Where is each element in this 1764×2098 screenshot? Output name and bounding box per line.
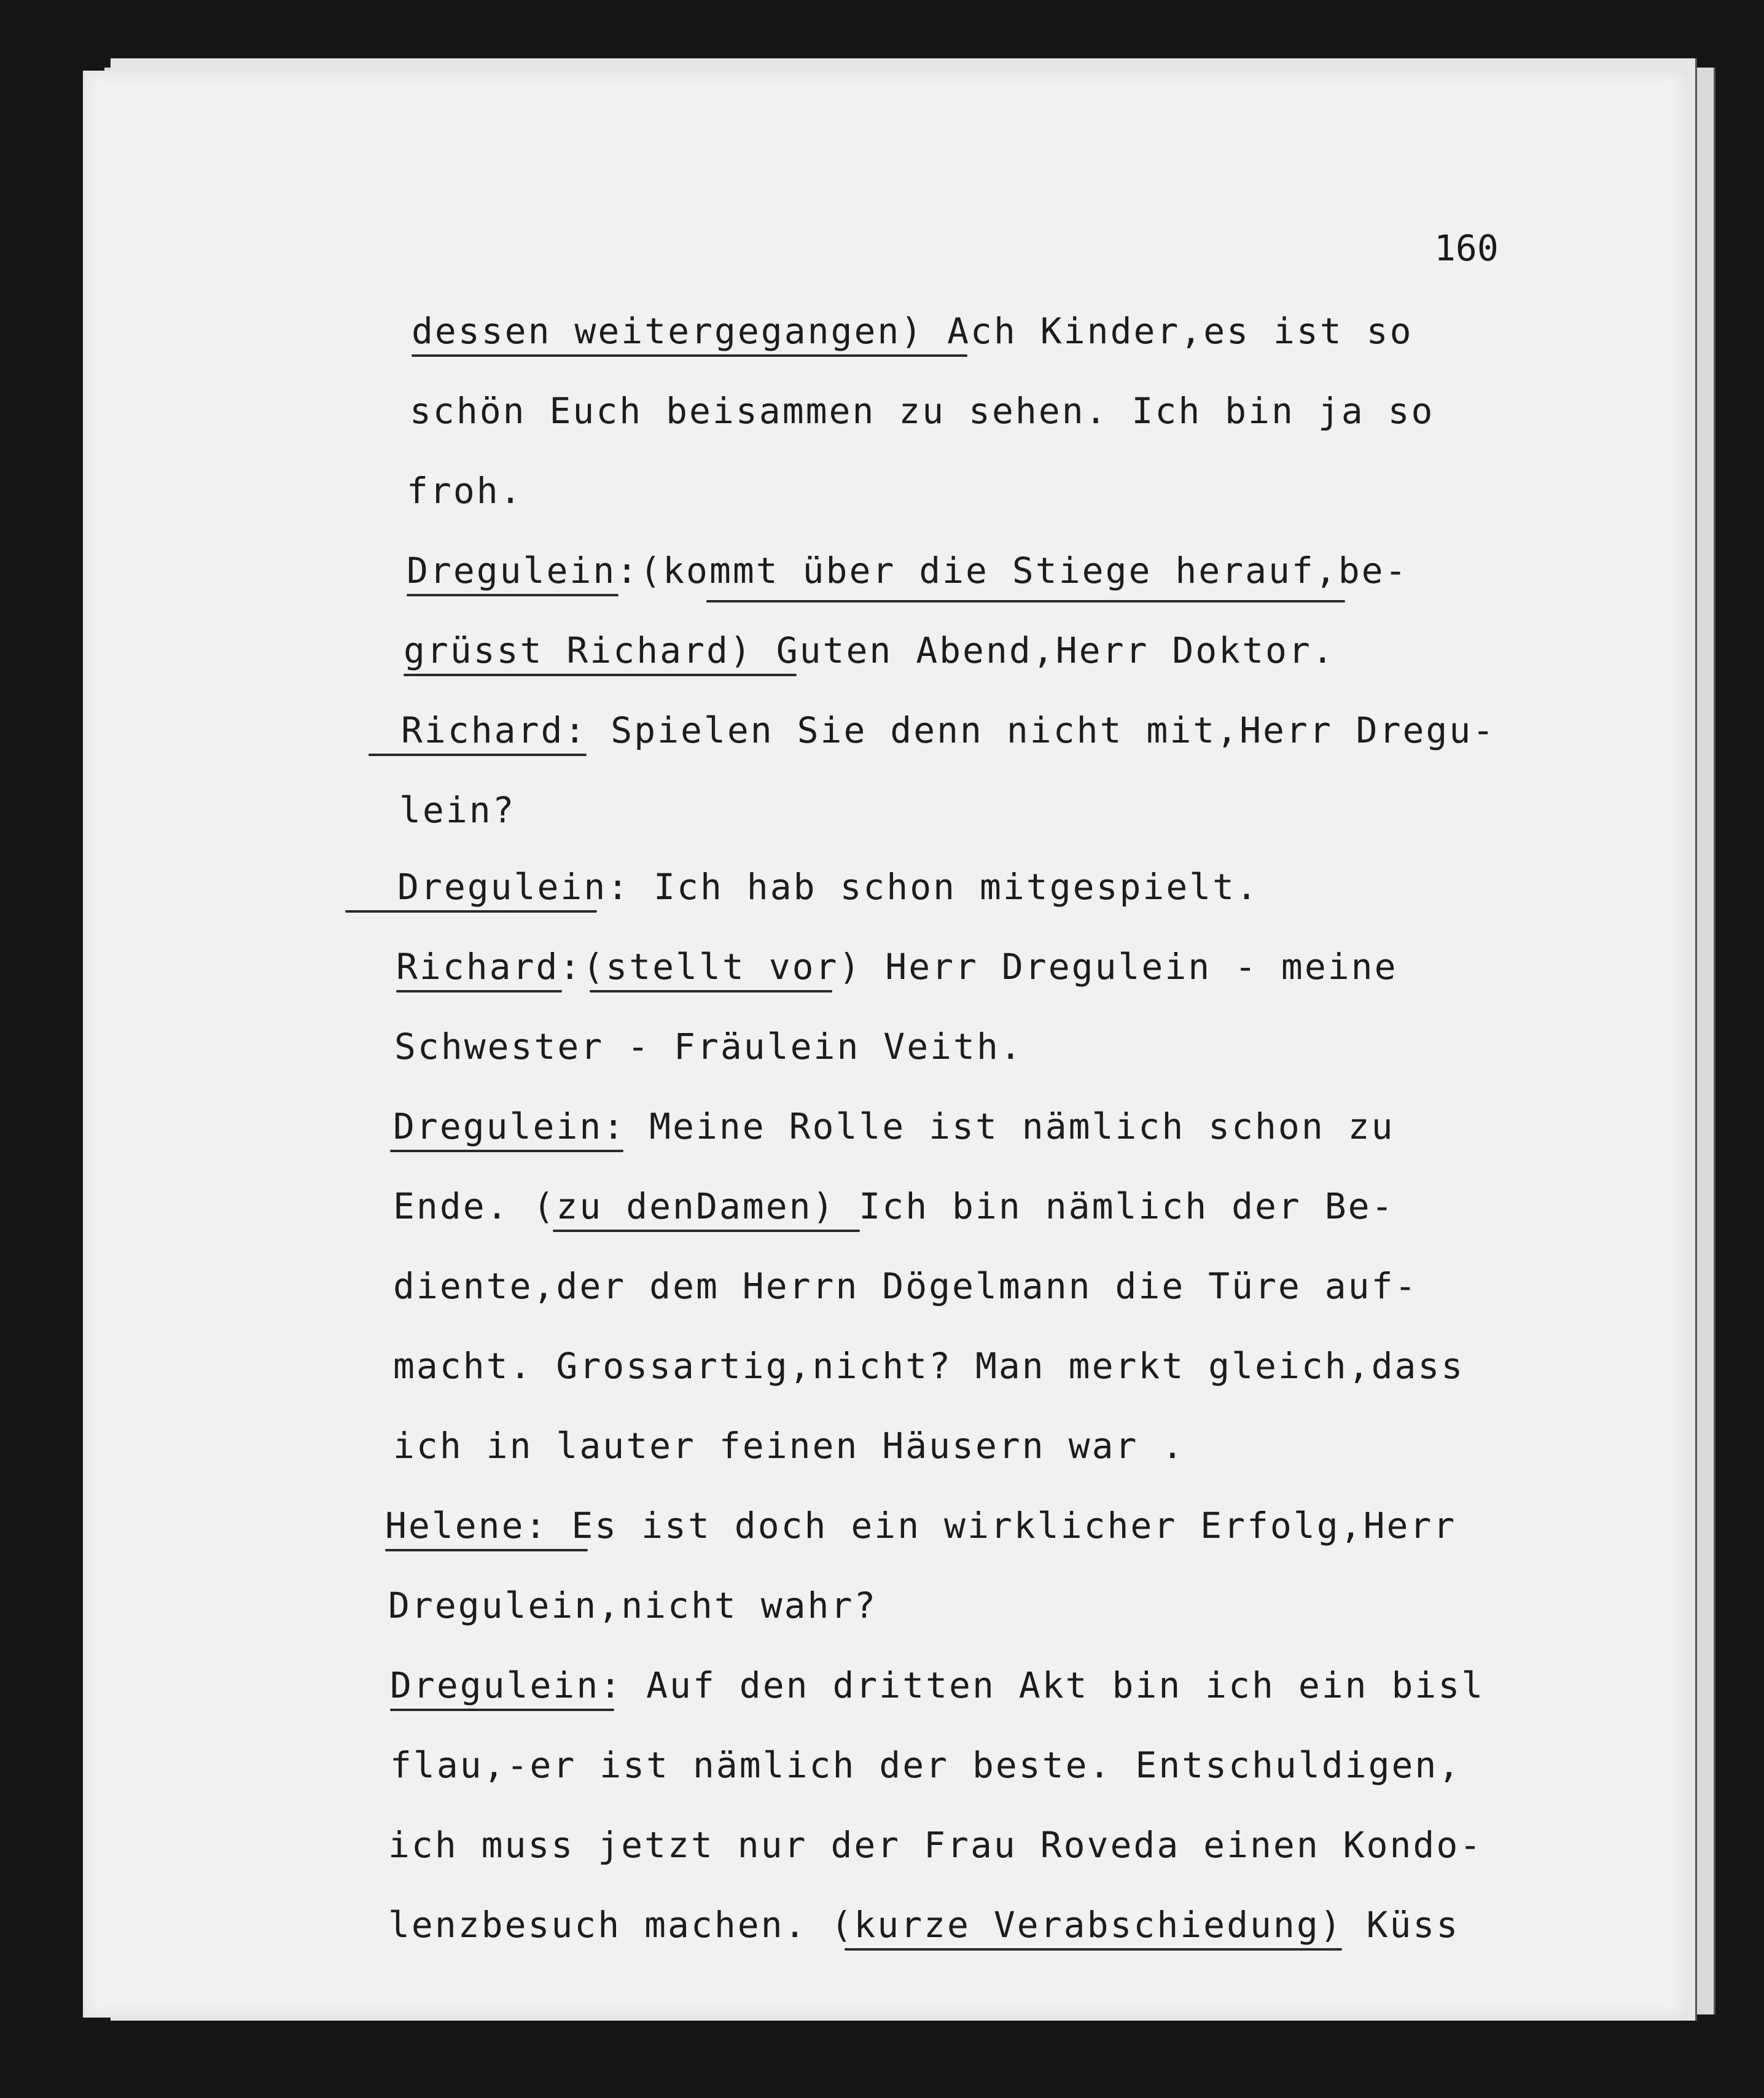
underline xyxy=(590,990,832,992)
underline xyxy=(404,674,797,676)
text-line: Dregulein,nicht wahr? xyxy=(388,1585,878,1626)
underline xyxy=(396,990,562,992)
underline xyxy=(407,594,619,596)
underline xyxy=(369,754,587,756)
text-line: Schwester - Fräulein Veith. xyxy=(394,1026,1023,1067)
text-line: flau,-er ist nämlich der beste. Entschuldigen, xyxy=(390,1744,1462,1786)
text-line: grüsst Richard) Guten Abend,Herr Doktor. xyxy=(404,630,1335,671)
text-line: froh. xyxy=(407,470,523,512)
underline xyxy=(553,1230,860,1232)
underline xyxy=(845,1948,1342,1951)
underline xyxy=(385,1549,588,1551)
text-line: Richard:(stellt vor) Herr Dregulein - meine xyxy=(396,946,1398,988)
text-line: Dregulein: Ich hab schon mitgespielt. xyxy=(397,866,1260,908)
text-line: Dregulein: Meine Rolle ist nämlich schon zu xyxy=(393,1106,1395,1147)
underline xyxy=(345,910,597,913)
text-line: lein? xyxy=(399,789,516,831)
text-line: ich in lauter feinen Häusern war . xyxy=(393,1425,1185,1467)
text-line: schön Euch beisammen zu sehen. Ich bin ja so xyxy=(410,390,1435,432)
text-line: dessen weitergegangen) Ach Kinder,es ist so xyxy=(412,310,1413,352)
text-line: lenzbesuch machen. (kurze Verabschiedung) Küss xyxy=(388,1904,1460,1946)
underline xyxy=(412,354,967,357)
text-line: Helene: Es ist doch ein wirklicher Erfolg,Herr xyxy=(385,1505,1457,1546)
text-line: Dregulein: Auf den dritten Akt bin ich ein bisl xyxy=(390,1664,1485,1706)
text-line: ich muss jetzt nur der Frau Roveda einen Kondo- xyxy=(388,1824,1483,1866)
underline xyxy=(390,1150,623,1152)
text-line: diente,der dem Herrn Dögelmann die Türe auf- xyxy=(393,1265,1418,1307)
text-line: Ende. (zu denDamen) Ich bin nämlich der Be- xyxy=(393,1185,1395,1227)
text-line: Dregulein:(kommt über die Stiege herauf,be- xyxy=(407,550,1408,591)
text-line: macht. Grossartig,nicht? Man merkt gleich,dass xyxy=(393,1345,1465,1387)
text-line: Richard: Spielen Sie denn nicht mit,Herr Dregu- xyxy=(401,709,1496,751)
page-sheet xyxy=(83,71,1686,2018)
page-number: 160 xyxy=(1434,227,1499,269)
underline xyxy=(390,1709,614,1711)
underline xyxy=(706,600,1345,602)
